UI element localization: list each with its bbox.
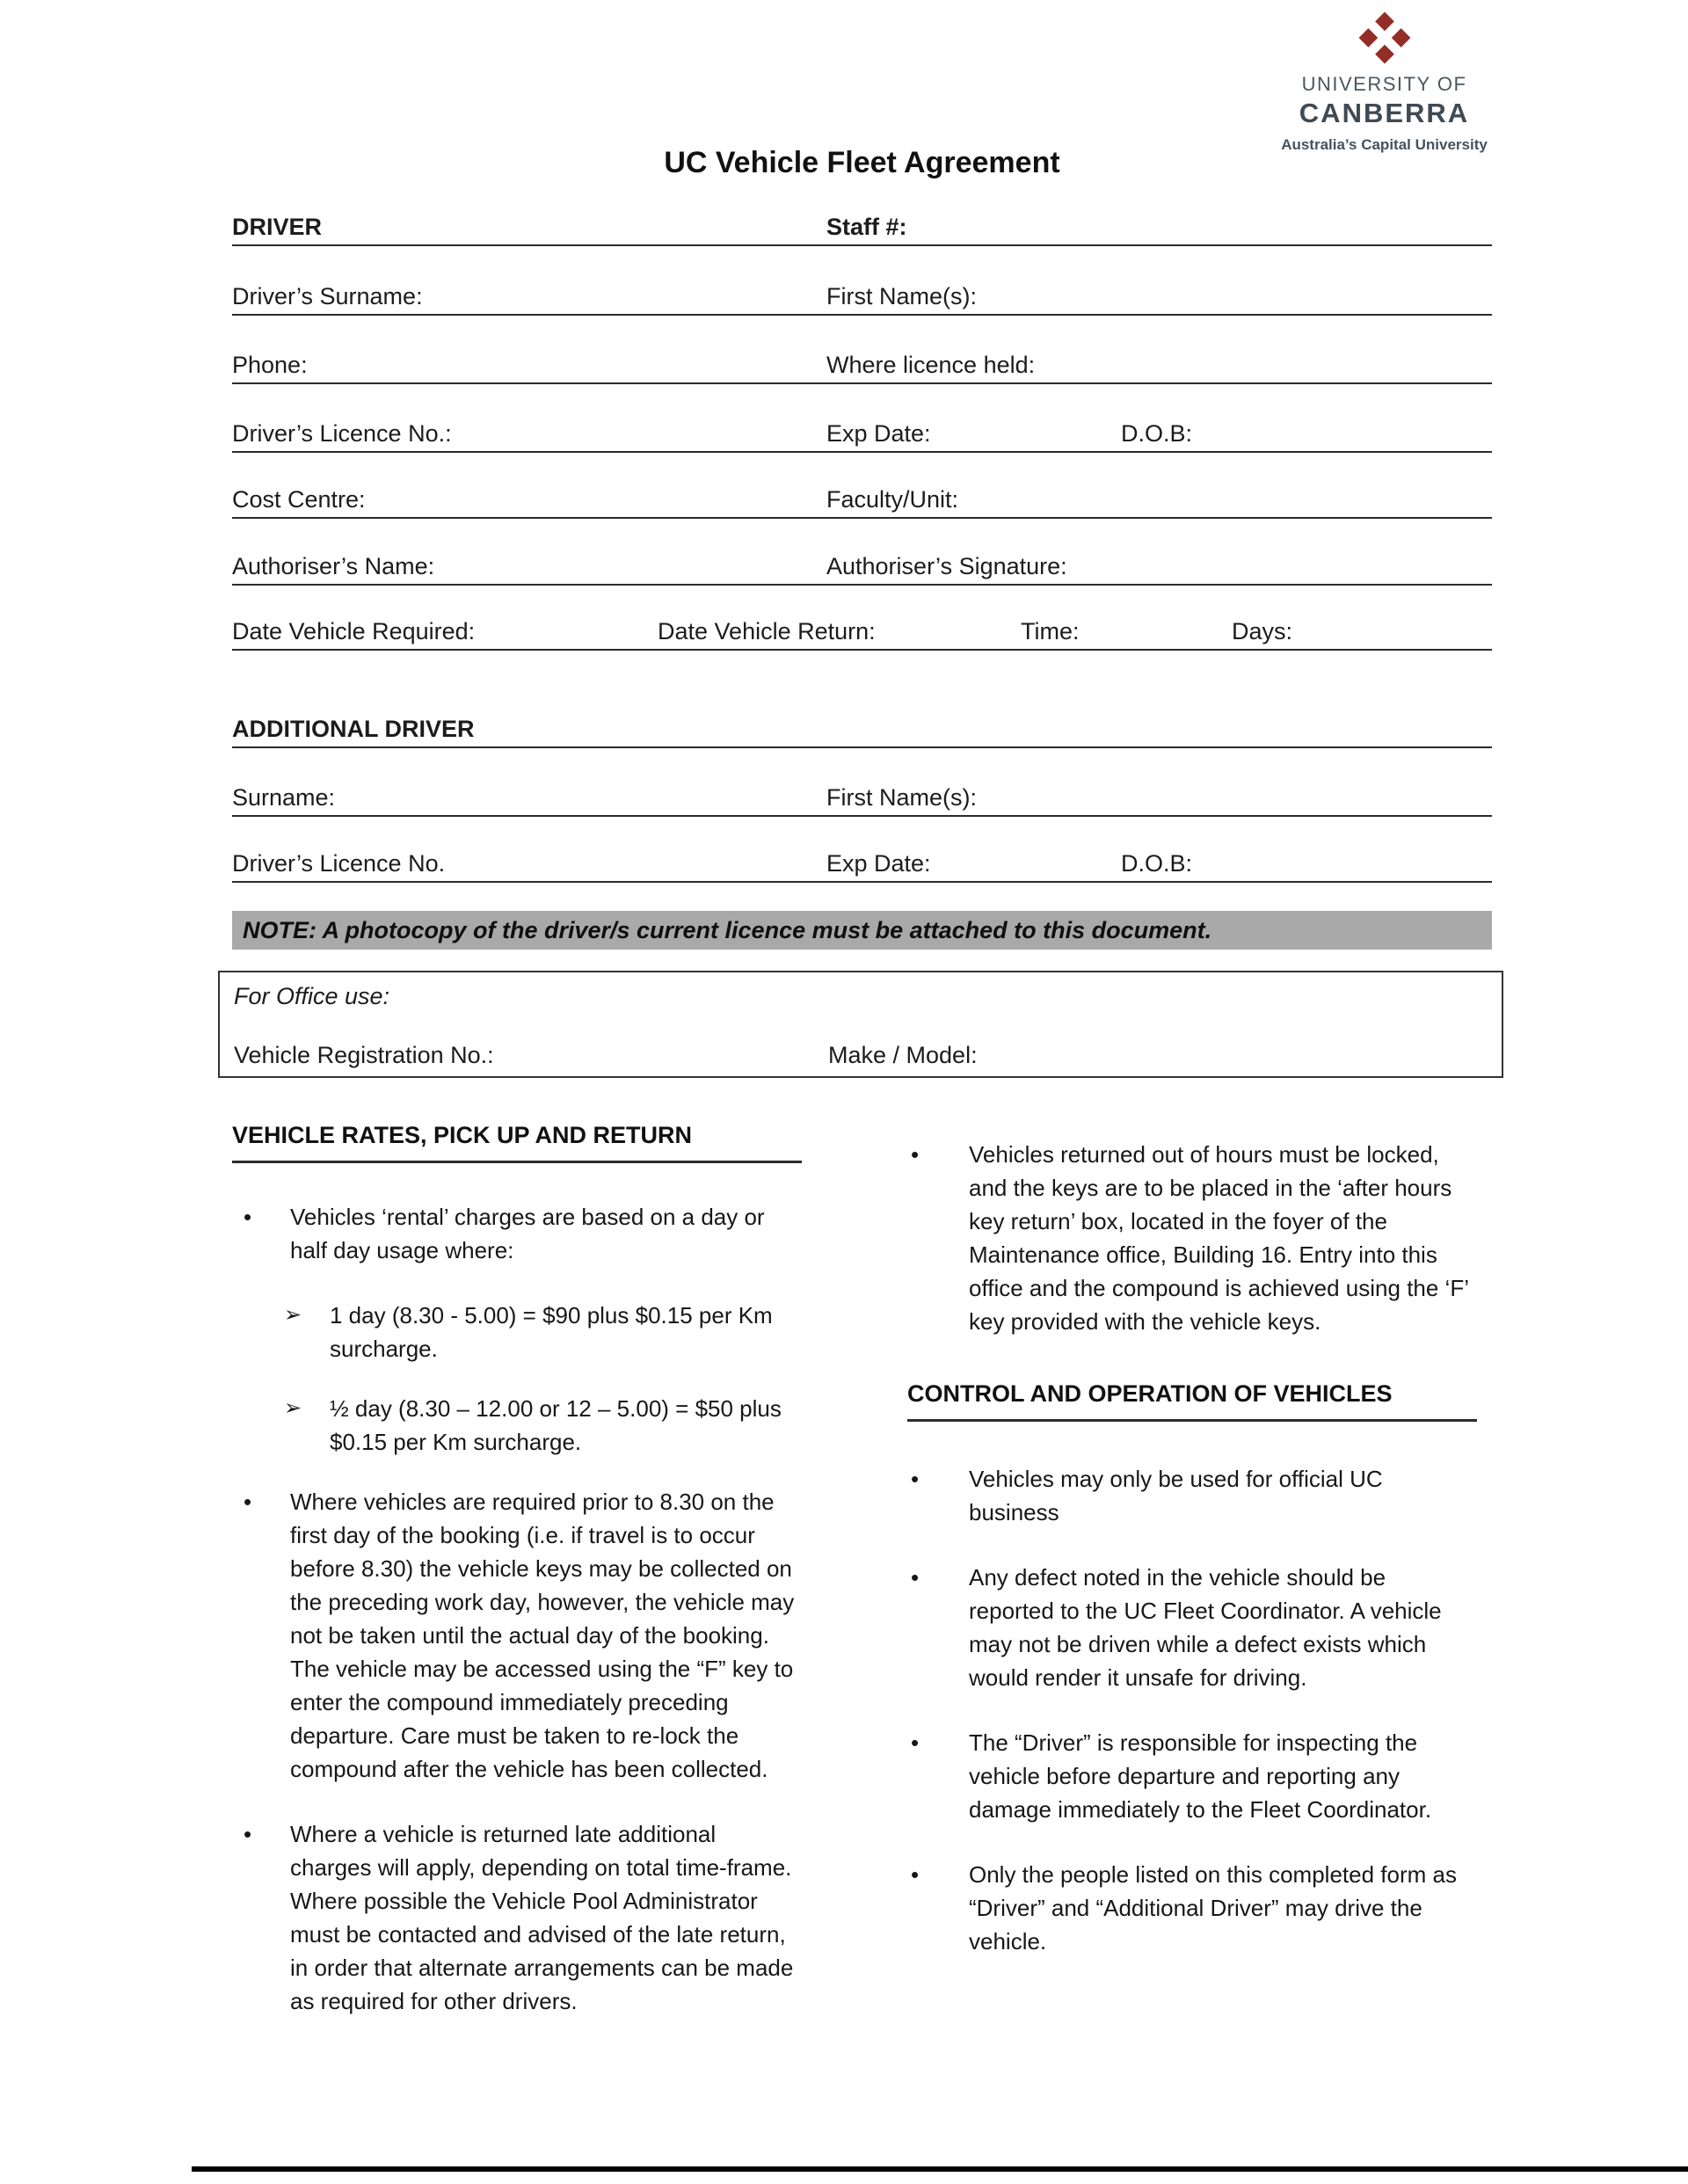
staff-number-label: Staff #:	[826, 214, 907, 240]
form-row-cost-centre	[232, 484, 1492, 519]
bullet-text: Vehicles ‘rental’ charges are based on a day or half day usage where:	[290, 1204, 765, 1263]
list-item	[232, 1200, 802, 1267]
bullet-text: ½ day (8.30 – 12.00 or 12 – 5.00) = $50 plus $0.15 per Km surcharge.	[330, 1395, 782, 1455]
logo-tagline: Australia’s Capital University	[1281, 136, 1488, 153]
form-row-additional-surname	[232, 782, 1492, 817]
form-row-phone	[232, 349, 1492, 384]
additional-first-names-label: First Name(s):	[826, 784, 977, 811]
list-item	[907, 1138, 1477, 1338]
bullet-icon: •	[911, 1141, 920, 1168]
bullet-icon: •	[244, 1489, 252, 1515]
bullet-text: 1 day (8.30 - 5.00) = $90 plus $0.15 per Km surcharge.	[330, 1302, 773, 1362]
list-item	[907, 1462, 1477, 1529]
cost-centre-label: Cost Centre:	[232, 486, 366, 513]
bullet-text: Vehicles returned out of hours must be locked, and the keys are to be placed in the ‘after hours key return’ box, located in the foyer of the Maintenance office, Building 16. Entry into this office and the compound is achieved using the ‘F’ key provided with the vehicle keys.	[969, 1141, 1469, 1335]
bullet-icon: •	[244, 1204, 252, 1230]
list-item	[907, 1858, 1477, 1958]
faculty-unit-label: Faculty/Unit:	[826, 486, 959, 513]
additional-exp-date-label: Exp Date:	[826, 850, 931, 877]
bullet-text: Where vehicles are required prior to 8.30 on the first day of the booking (i.e. if travel is to occur before 8.30) the vehicle keys may be collected on the preceding work day, however, the vehicle may not be taken until the actual day of the booking. The vehicle may be accessed using the “F” key to enter the compound immediately preceding departure. Care must be taken to re-lock the compound after the vehicle has been collected.	[290, 1489, 795, 1782]
list-sub-item	[284, 1392, 802, 1459]
form-row-additional-driver-header	[232, 713, 1492, 748]
office-use-heading: For Office use:	[234, 983, 390, 1009]
phone-label: Phone:	[232, 352, 308, 378]
days-label: Days:	[1232, 618, 1293, 644]
driver-licence-no-label: Driver’s Licence No.:	[232, 420, 452, 447]
date-required-label: Date Vehicle Required:	[232, 618, 476, 644]
note-text: NOTE: A photocopy of the driver/s current licence must be attached to this document.	[243, 916, 1212, 943]
list-item	[907, 1561, 1477, 1694]
vehicle-registration-label: Vehicle Registration No.:	[234, 1042, 494, 1068]
logo-university-of-text: UNIVERSITY OF	[1301, 73, 1467, 95]
dob-label: D.O.B:	[1121, 420, 1193, 447]
exp-date-label: Exp Date:	[826, 420, 931, 447]
list-item	[232, 1817, 802, 2018]
bullet-icon: •	[911, 1466, 920, 1492]
page-bottom-rule	[192, 2166, 1688, 2172]
licence-held-label: Where licence held:	[826, 352, 1036, 378]
bullet-text: Any defect noted in the vehicle should be reported to the UC Fleet Coordinator. A vehicle may not be driven while a defect exists which would render it unsafe for driving.	[969, 1564, 1442, 1691]
time-label: Time:	[1021, 618, 1080, 644]
form-row-dates	[232, 615, 1492, 651]
control-operation-section	[907, 1138, 1477, 1990]
form-row-licence	[232, 418, 1492, 453]
vehicle-rates-section	[232, 1118, 802, 2049]
bullet-text: Vehicles may only be used for official UC business	[969, 1466, 1383, 1525]
bullet-text: Only the people listed on this completed form as “Driver” and “Additional Driver” may drive the vehicle.	[969, 1861, 1457, 1955]
list-item	[907, 1726, 1477, 1826]
bullet-text: Where a vehicle is returned late additional charges will apply, depending on total time-frame. Where possible the Vehicle Pool Administrator must be contacted and advised of the late return, in order that alternate arrangements can be made as required for other drivers.	[290, 1821, 794, 2014]
additional-dob-label: D.O.B:	[1121, 850, 1193, 877]
driver-section-heading: DRIVER	[232, 214, 323, 240]
vehicle-rates-heading: VEHICLE RATES, PICK UP AND RETURN	[232, 1118, 802, 1163]
bullet-icon: •	[911, 1564, 920, 1591]
note-bar	[232, 911, 1492, 950]
driver-first-names-label: First Name(s):	[826, 283, 977, 309]
bullet-text: The “Driver” is responsible for inspecting the vehicle before departure and reporting any damage immediately to the Fleet Coordinator.	[969, 1729, 1432, 1823]
form-row-authoriser	[232, 550, 1492, 586]
university-of-canberra-logo	[1259, 11, 1510, 154]
additional-surname-label: Surname:	[232, 784, 336, 811]
arrow-bullet-icon: ➢	[284, 1303, 302, 1327]
page-title: UC Vehicle Fleet Agreement	[664, 146, 1060, 179]
date-return-label: Date Vehicle Return:	[658, 618, 876, 644]
make-model-label: Make / Model:	[828, 1042, 978, 1068]
form-row-surname	[232, 280, 1492, 316]
authoriser-signature-label: Authoriser’s Signature:	[826, 553, 1067, 579]
additional-licence-no-label: Driver’s Licence No.	[232, 850, 446, 877]
bullet-icon: •	[911, 1729, 920, 1756]
arrow-bullet-icon: ➢	[284, 1396, 302, 1420]
list-item	[232, 1485, 802, 1786]
authoriser-name-label: Authoriser’s Name:	[232, 553, 435, 579]
additional-driver-heading: ADDITIONAL DRIVER	[232, 716, 475, 742]
form-row-additional-licence	[232, 848, 1492, 883]
uc-diamond-logo-icon	[1357, 11, 1412, 65]
logo-canberra-text: CANBERRA	[1299, 98, 1470, 128]
office-use-box	[218, 971, 1503, 1078]
bullet-icon: •	[244, 1821, 252, 1847]
bullet-icon: •	[911, 1861, 920, 1888]
control-operation-heading: CONTROL AND OPERATION OF VEHICLES	[907, 1377, 1477, 1422]
form-row-driver-header	[232, 211, 1492, 246]
driver-surname-label: Driver’s Surname:	[232, 283, 423, 309]
list-sub-item	[284, 1299, 802, 1365]
